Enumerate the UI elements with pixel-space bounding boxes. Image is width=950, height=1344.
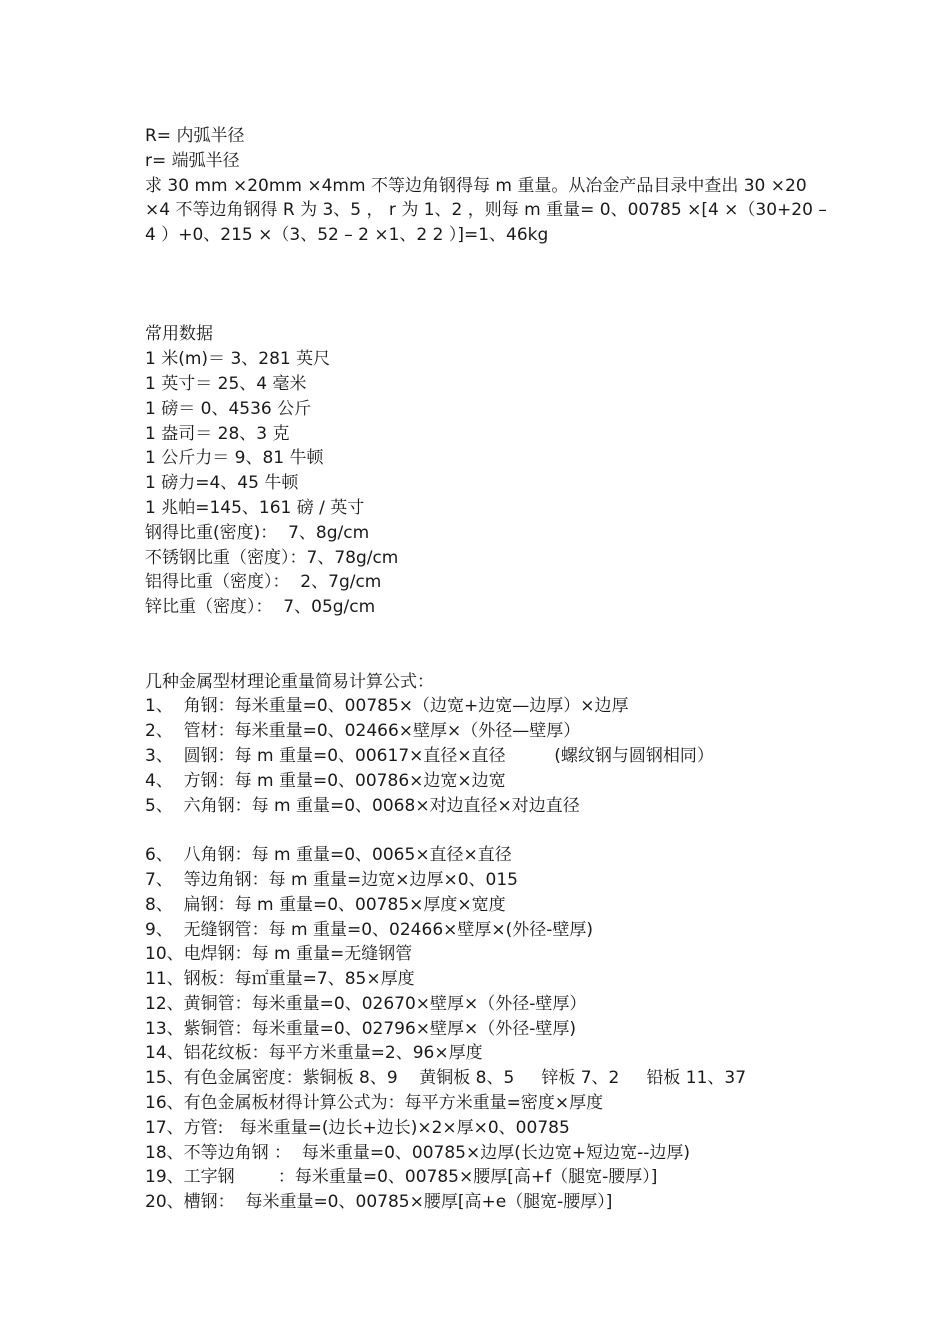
formula-item: 6、 八角钢：每 m 重量=0、0065×直径×直径 [145, 845, 512, 866]
common-data-item: 锌比重（密度）： 7、05g/cm [145, 597, 376, 618]
formula-item: 10、电焊钢：每 m 重量=无缝钢管 [145, 944, 413, 965]
intro-line-inner-radius: R= 内弧半径 [145, 126, 245, 146]
common-data-item: 1 盎司＝ 28、3 克 [145, 423, 290, 444]
formula-item: 19、工字钢 ：每米重量=0、00785×腰厚[高+f（腿宽-腰厚）] [145, 1167, 658, 1188]
formula-item: 5、 六角钢：每 m 重量=0、0068×对边直径×对边直径 [145, 795, 580, 816]
formula-item: 11、钢板：每㎡重量=7、85×厚度 [145, 969, 415, 990]
common-data-item: 不锈钢比重（密度）：7、78g/cm [145, 547, 399, 568]
section-title-formulas: 几种金属型材理论重量简易计算公式： [145, 671, 434, 692]
common-data-item: 钢得比重(密度)： 7、8g/cm [145, 522, 370, 543]
common-data-item: 铝得比重（密度）： 2、7g/cm [145, 572, 382, 593]
common-data-item: 1 磅＝ 0、4536 公斤 [145, 398, 312, 419]
intro-example-paragraph: 求 30 mm ×20mm ×4mm 不等边角钢得每 m 重量。从冶金产品目录中查出 30 ×20 ×4 不等边角钢得 R 为 3、5 ， r 为 1、2 ，则每 m 重量= 0、00785 ×[4 ×（30+20 – 4 ）+0、215 ×（3、52 – 2 ×1、2 2 ）]=1、46kg [145, 175, 827, 246]
common-data-item: 1 公斤力＝ 9、81 牛顿 [145, 448, 324, 469]
formula-item: 12、黄铜管：每米重量=0、02670×壁厚×（外径-壁厚） [145, 993, 587, 1014]
formula-item: 4、 方钢：每 m 重量=0、00786×边宽×边宽 [145, 770, 506, 791]
formula-item: 20、槽钢： 每米重量=0、00785×腰厚[高+e（腿宽-腰厚）] [145, 1192, 613, 1213]
formula-item: 17、方管: 每米重量=(边长+边长)×2×厚×0、00785 [145, 1117, 570, 1138]
common-data-item: 1 兆帕=145、161 磅 / 英寸 [145, 497, 365, 518]
formula-item: 16、有色金属板材得计算公式为：每平方米重量=密度×厚度 [145, 1093, 604, 1114]
spacer [145, 620, 835, 670]
spacer [145, 818, 835, 843]
formula-item: 13、紫铜管：每米重量=0、02796×壁厚×（外径-壁厚) [145, 1018, 577, 1039]
common-data-item: 1 米(m)＝ 3、281 英尺 [145, 349, 331, 370]
formula-item: 8、 扁钢：每 m 重量=0、00785×厚度×宽度 [145, 894, 506, 915]
formula-item: 3、 圆钢：每 m 重量=0、00617×直径×直径 (螺纹钢与圆钢相同） [145, 745, 714, 766]
spacer [145, 248, 835, 322]
formula-item: 18、不等边角钢 ： 每米重量=0、00785×边厚(长边宽+短边宽--边厚) [145, 1142, 691, 1163]
formula-item: 1、 角钢：每米重量=0、00785×（边宽+边宽—边厚）×边厚 [145, 696, 629, 717]
formula-item: 15、有色金属密度：紫铜板 8、9 黄铜板 8、5 锌板 7、2 铅板 11、37 [145, 1068, 747, 1089]
formula-item: 2、 管材：每米重量=0、02466×壁厚×（外径—壁厚） [145, 721, 581, 742]
formula-item: 14、铝花纹板：每平方米重量=2、96×厚度 [145, 1043, 483, 1064]
common-data-item: 1 英寸＝ 25、4 毫米 [145, 373, 307, 394]
formula-item: 9、 无缝钢管：每 m 重量=0、02466×壁厚×(外径-壁厚) [145, 919, 594, 940]
document-body [145, 124, 835, 1215]
common-data-item: 1 磅力=4、45 牛顿 [145, 473, 299, 494]
section-title-common-data: 常用数据 [145, 324, 213, 345]
formula-item: 7、 等边角钢：每 m 重量=边宽×边厚×0、015 [145, 869, 518, 890]
intro-line-end-radius: r= 端弧半径 [145, 150, 240, 171]
